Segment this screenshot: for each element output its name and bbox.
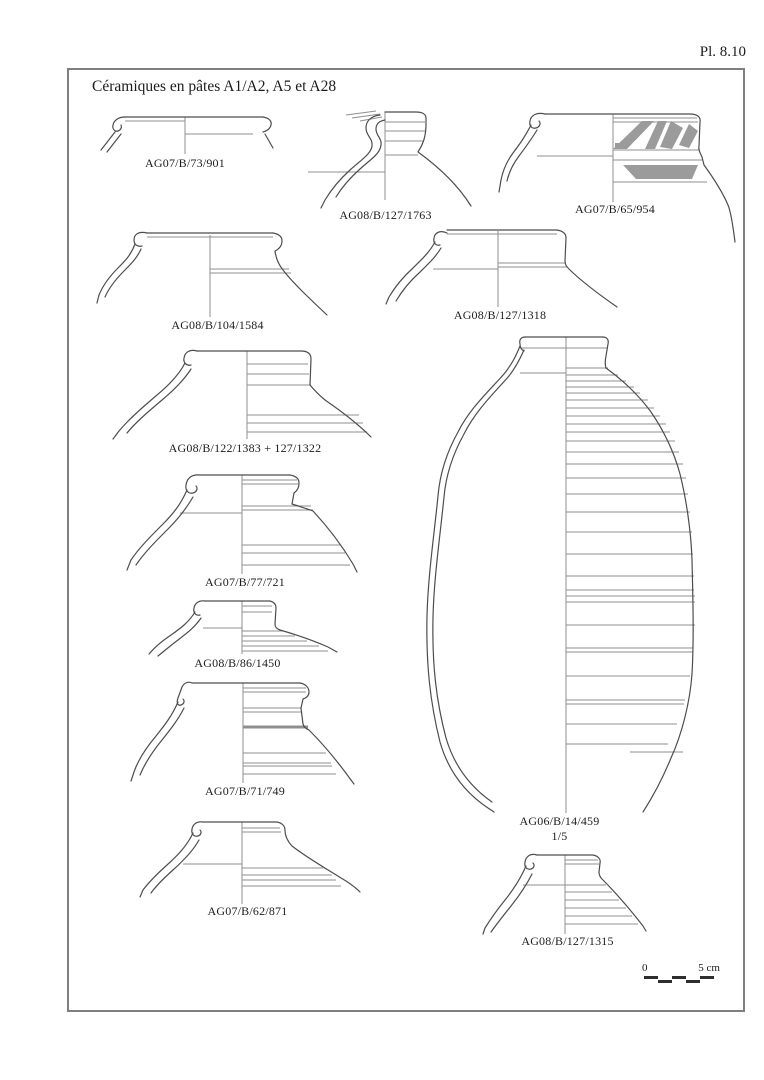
vessel-AG06-B-14-459 (412, 334, 707, 844)
vessel-AG08-B-127-1318 (375, 225, 625, 323)
scale-bar-end: 5 cm (698, 962, 720, 974)
scale-bar-labels (642, 962, 720, 974)
scale-bar (642, 962, 720, 985)
vessel-label: AG07/B/62/871 (207, 904, 288, 918)
vessel-AG08-B-127-1315 (475, 848, 660, 949)
vessel-AG07-B-62-871 (125, 820, 370, 919)
vessel-AG08-B-122-1383 (105, 345, 385, 456)
vessel-AG08-B-86-1450 (125, 598, 350, 671)
pottery-profile-drawing (375, 225, 625, 308)
vessel-label: AG07/B/71/749 (205, 784, 285, 798)
pottery-profile-drawing (475, 848, 660, 934)
vessel-label: AG07/B/77/721 (205, 575, 285, 589)
plate-title: Céramiques en pâtes A1/A2, A5 et A28 (92, 78, 337, 95)
pottery-profile-drawing (120, 678, 370, 784)
pottery-profile-drawing (95, 225, 340, 318)
vessel-AG07-B-77-721 (115, 470, 375, 590)
vessel-AG07-B-65-954 (495, 108, 735, 217)
vessel-label: AG08/B/86/1450 (194, 656, 281, 670)
vessel-AG07-B-71-749 (120, 678, 370, 799)
vessel-AG08-B-127-1763 (288, 108, 483, 223)
scale-bar-graphic (642, 975, 718, 985)
pottery-profile-drawing (105, 345, 385, 441)
vessel-AG07-B-73-901 (95, 110, 275, 171)
vessel-label: AG07/B/65/954 (575, 202, 655, 216)
plate-number: Pl. 8.10 (699, 44, 746, 60)
vessel-label: AG07/B/73/901 (145, 156, 225, 170)
pottery-profile-drawing (288, 108, 483, 208)
pottery-profile-drawing (125, 598, 350, 656)
pottery-profile-drawing (125, 820, 370, 904)
vessel-label: AG08/B/127/1763 (339, 208, 432, 222)
vessel-label-id: AG06/B/14/459 (519, 814, 600, 828)
vessel-label: AG08/B/122/1383 + 127/1322 (168, 441, 322, 455)
pottery-profile-drawing (412, 334, 707, 814)
scale-bar-start: 0 (642, 962, 648, 974)
vessel-label: AG08/B/127/1318 (453, 308, 547, 322)
vessel-label: AG08/B/127/1315 (521, 934, 614, 948)
pottery-profile-drawing (115, 470, 375, 575)
vessel-AG08-B-104-1584 (95, 225, 340, 333)
pottery-profile-drawing (95, 110, 275, 156)
vessel-label (412, 814, 707, 844)
vessel-scale-note: 1/5 (551, 829, 568, 843)
vessel-label: AG08/B/104/1584 (171, 318, 264, 332)
pottery-profile-drawing (495, 108, 735, 202)
